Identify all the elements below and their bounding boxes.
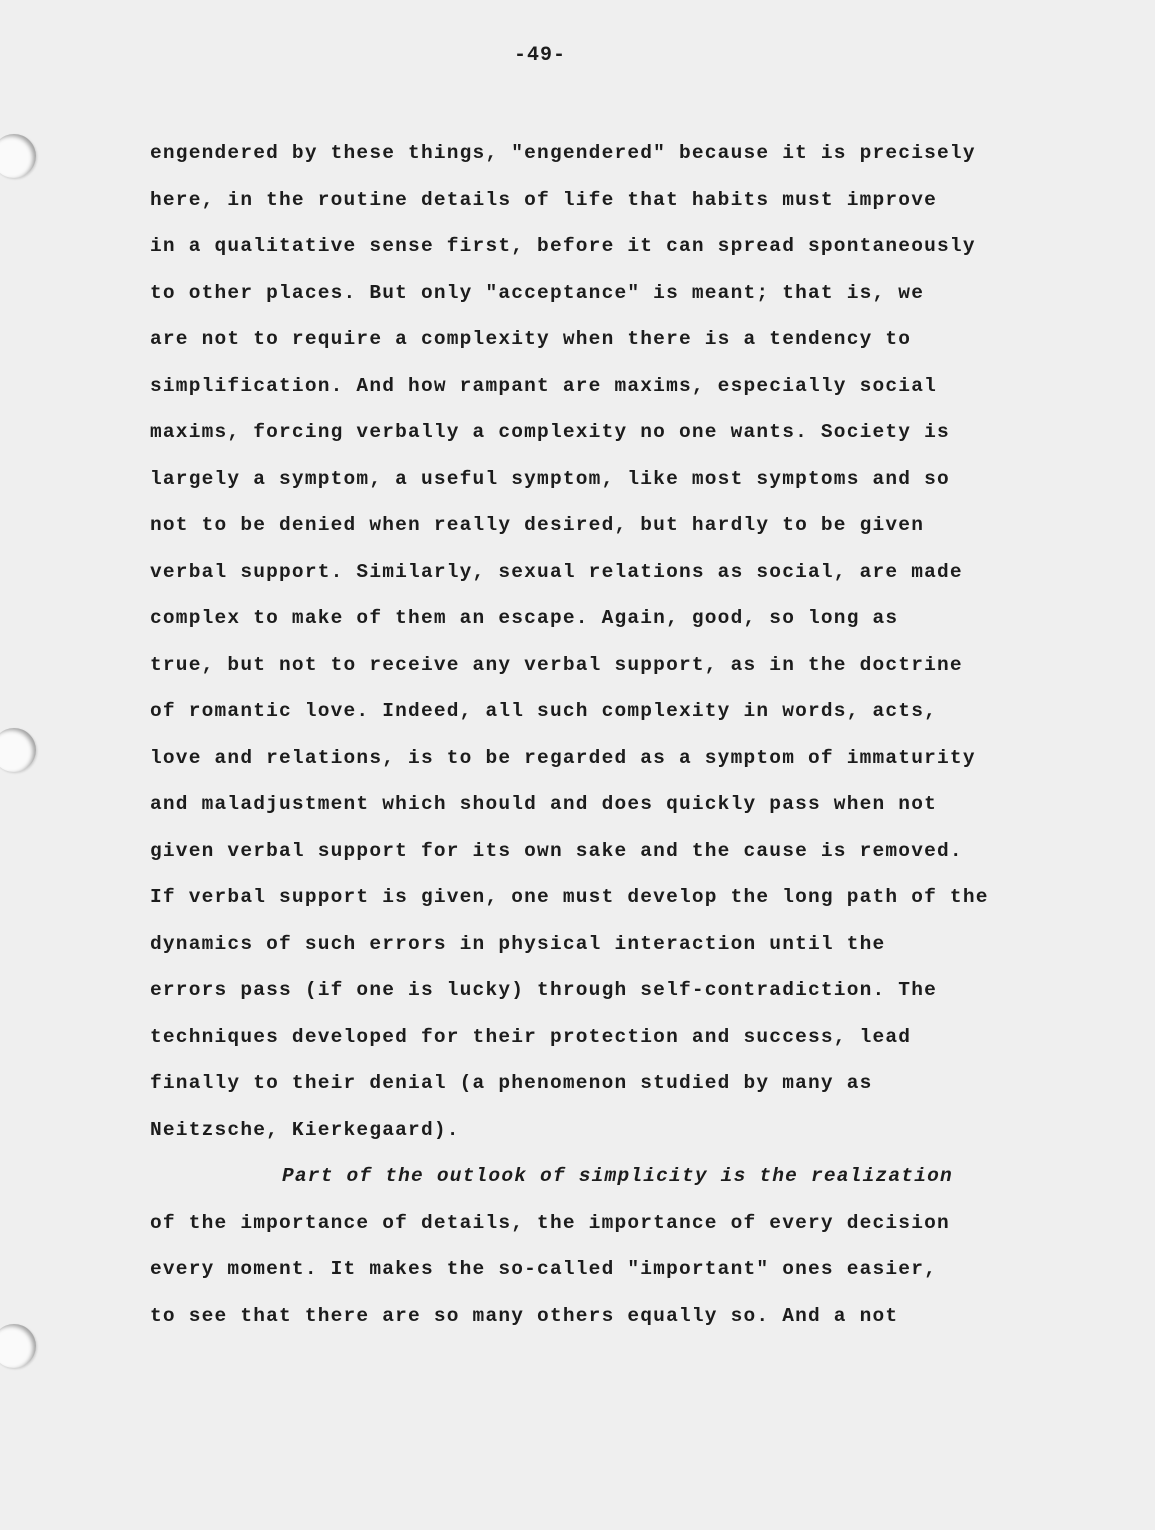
text-line: to other places. But only "acceptance" is meant; that is, we — [150, 281, 925, 304]
punch-hole-top — [0, 134, 36, 178]
body-text — [150, 130, 1080, 1339]
text-line: maxims, forcing verbally a complexity no one wants. Society is — [150, 421, 950, 443]
page-number: -49- — [513, 44, 566, 67]
text-line: techniques developed for their protection and success, lead — [150, 1025, 912, 1048]
text-line: errors pass (if one is lucky) through self-contradiction. The — [150, 979, 938, 1001]
text-line: verbal support. Similarly, sexual relations as social, are made — [150, 560, 963, 583]
text-line: finally to their denial (a phenomenon studied by many as — [150, 1072, 873, 1094]
text-line: dynamics of such errors in physical interaction until the — [150, 932, 886, 955]
text-line: in a qualitative sense first, before it can spread spontaneously — [150, 235, 976, 257]
text-line: of the importance of details, the importance of every decision — [150, 1211, 950, 1234]
text-line: engendered by these things, "engendered" because it is precisely — [150, 142, 976, 164]
paragraph-first-line: Part of the outlook of simplicity is the realization — [282, 1165, 953, 1187]
text-line: of romantic love. Indeed, all such complexity in words, acts, — [150, 700, 938, 722]
text-line: are not to require a complexity when there is a tendency to — [150, 328, 912, 350]
text-line: not to be denied when really desired, but hardly to be given — [150, 514, 925, 536]
text-line: to see that there are so many others equally so. And a not — [150, 1304, 899, 1327]
text-line: given verbal support for its own sake and the cause is removed. — [150, 839, 963, 862]
text-line: If verbal support is given, one must develop the long path of the — [150, 886, 989, 908]
text-line: Neitzsche, Kierkegaard). — [150, 1118, 460, 1141]
text-line: every moment. It makes the so-called "important" ones easier, — [150, 1258, 938, 1280]
punch-hole-middle — [0, 728, 36, 772]
text-line: love and relations, is to be regarded as a symptom of immaturity — [150, 746, 976, 769]
text-line: simplification. And how rampant are maxims, especially social — [150, 374, 938, 397]
text-line: complex to make of them an escape. Again, good, so long as — [150, 607, 899, 629]
text-line: here, in the routine details of life that habits must improve — [150, 188, 938, 211]
text-line: largely a symptom, a useful symptom, like most symptoms and so — [150, 467, 950, 490]
text-line: true, but not to receive any verbal support, as in the doctrine — [150, 653, 963, 676]
text-line: and maladjustment which should and does quickly pass when not — [150, 793, 938, 815]
punch-hole-bottom — [0, 1324, 36, 1368]
